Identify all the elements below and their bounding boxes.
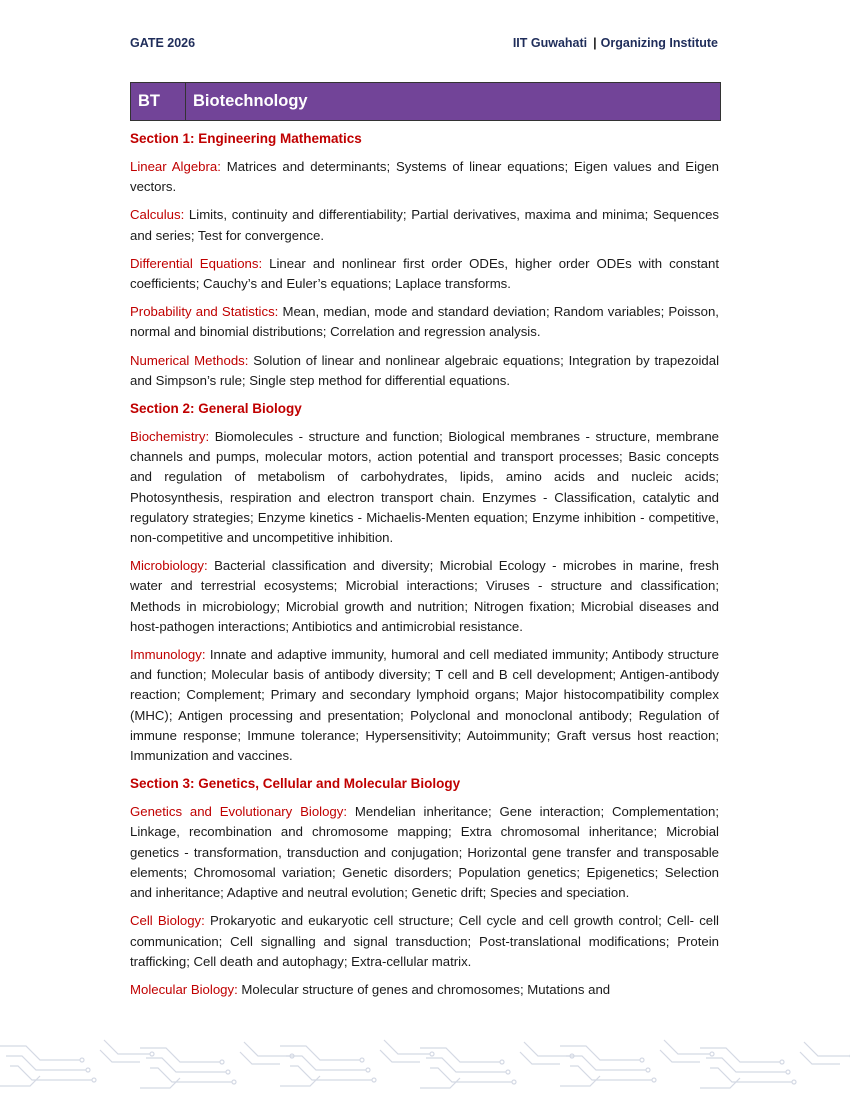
paper-title-bar	[130, 82, 721, 121]
syllabus-item	[130, 157, 719, 197]
topic-text: Biomolecules - structure and function; Biological membranes - structure, membrane channels and pumps, molecular motors, action potential and transport processes; Basic concepts and regulation of metabolism of carbohydrates, lipids, amino acids and nucleic acids; Photosynthesis, respiration and electron transport chain. Enzymes - Classification, catalytic and regulatory strategies; Enzyme kinetics - Michaelis-Menten equation; Enzyme inhibition - competitive, non-competitive and uncompetitive inhibition.	[130, 429, 719, 546]
syllabus-item	[130, 802, 719, 903]
syllabus-content	[130, 129, 719, 1008]
syllabus-item	[130, 556, 719, 637]
header-separator: |	[593, 36, 597, 50]
topic-text: Innate and adaptive immunity, humoral and cell mediated immunity; Antibody structure and function; Molecular basis of antibody diversity; T cell and B cell development; Antigen-antibody reaction; Complement; Primary and secondary lymphoid organs; Major histocompatibility complex (MHC); Antigen processing and presentation; Polyclonal and monoclonal antibody; Regulation of immune response; Immune tolerance; Hypersensitivity; Autoimmunity; Graft versus host reaction; Immunization and vaccines.	[130, 647, 719, 764]
topic-text: Limits, continuity and differentiability; Partial derivatives, maxima and minima; Sequences and series; Test for convergence.	[130, 207, 719, 243]
topic-label: Probability and Statistics:	[130, 304, 279, 320]
topic-text: Linear and nonlinear first order ODEs, higher order ODEs with constant coefficients; Cauchy’s and Euler’s equations; Laplace transforms.	[130, 255, 719, 292]
paper-code: BT	[131, 83, 186, 120]
syllabus-item	[130, 205, 719, 245]
topic-text: Solution of linear and nonlinear algebraic equations; Integration by trapezoidal and Simpson’s rule; Single step method for differential equations.	[130, 352, 719, 388]
topic-text: Mendelian inheritance; Gene interaction; Complementation; Linkage, recombination and chromosome mapping; Extra chromosomal inheritance; Microbial genetics - transformation, transduction and conjugation; Horizontal gene transfer and transposable elements; Chromosomal variation; Genetic disorders; Population genetics; Epigenetics; Selection and inheritance; Adaptive and neutral evolution; Genetic drift; Species and speciation.	[130, 804, 719, 901]
syllabus-item	[130, 980, 719, 1000]
topic-label: Calculus:	[130, 207, 185, 223]
topic-text: Prokaryotic and eukaryotic cell structure; Cell cycle and cell growth control; Cell- cell communication; Cell signalling and signal transduction; Post-translational modifications; Protein trafficking; Cell death and autophagy; Extra-cellular matrix.	[130, 913, 719, 969]
paper-name: Biotechnology	[193, 92, 308, 110]
section-heading: Section 1: Engineering Mathematics	[130, 131, 362, 146]
topic-label: Cell Biology:	[130, 913, 205, 929]
syllabus-item	[130, 427, 719, 548]
topic-label: Microbiology:	[130, 558, 208, 574]
topic-label: Immunology:	[130, 647, 206, 663]
topic-text: Molecular structure of genes and chromosomes; Mutations and	[237, 981, 611, 997]
syllabus-item	[130, 645, 719, 766]
topic-label: Linear Algebra:	[130, 159, 221, 174]
organizer-role: Organizing Institute	[600, 36, 718, 50]
topic-text: Mean, median, mode and standard deviation; Random variables; Poisson, normal and binomial distributions; Correlation and regression analysis.	[130, 304, 719, 340]
exam-name: GATE 2026	[130, 36, 196, 50]
syllabus-item	[130, 351, 719, 391]
topic-label: Biochemistry:	[130, 429, 210, 445]
topic-label: Numerical Methods:	[130, 352, 249, 368]
page-header	[130, 36, 718, 54]
circuit-pattern-footer	[0, 1034, 850, 1100]
syllabus-item	[130, 254, 719, 294]
syllabus-item	[130, 302, 719, 342]
section-heading: Section 2: General Biology	[130, 401, 302, 417]
syllabus-item	[130, 911, 719, 972]
section-heading: Section 3: Genetics, Cellular and Molecular Biology	[130, 776, 461, 792]
topic-label: Genetics and Evolutionary Biology:	[130, 804, 348, 820]
topic-text: Matrices and determinants; Systems of linear equations; Eigen values and Eigen vectors.	[130, 159, 720, 195]
topic-text: Bacterial classification and diversity; Microbial Ecology - microbes in marine, fresh water and terrestrial ecosystems; Microbial interactions; Viruses - structure and classification; Methods in microbiology; Microbial growth and nutrition; Nitrogen fixation; Microbial diseases and host-pathogen interactions; Antibiotics and antimicrobial resistance.	[130, 558, 719, 634]
topic-label: Molecular Biology:	[130, 981, 238, 997]
institute-name: IIT Guwahati	[512, 36, 588, 50]
topic-label: Differential Equations:	[130, 255, 263, 271]
organizer	[513, 36, 718, 50]
